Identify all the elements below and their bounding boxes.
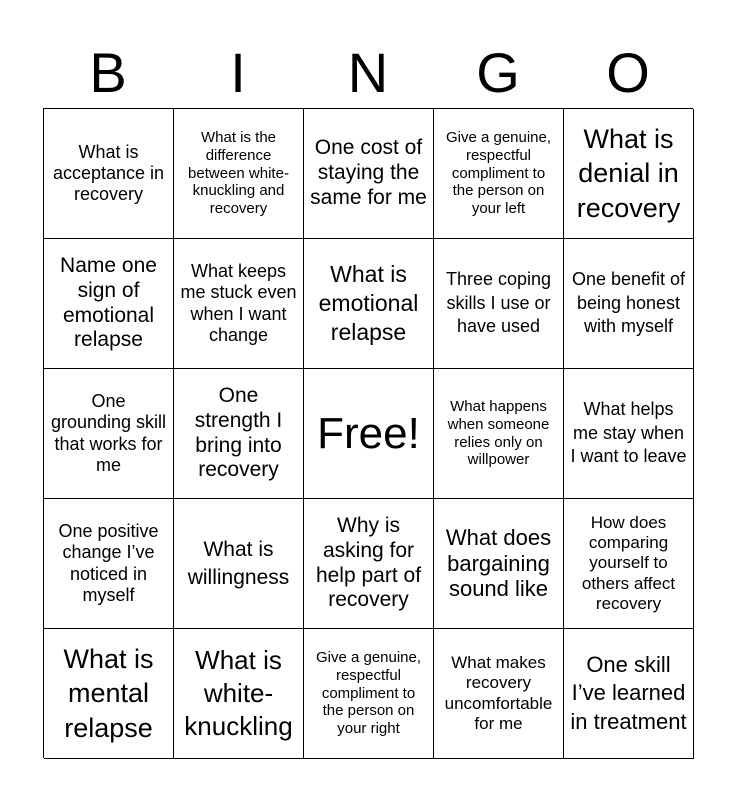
bingo-cell[interactable]: What is emotional relapse: [304, 239, 434, 369]
bingo-cell[interactable]: How does comparing yourself to others affect recovery: [564, 499, 694, 629]
bingo-cell[interactable]: Why is asking for help part of recovery: [304, 499, 434, 629]
bingo-cell[interactable]: Give a genuine, respectful compliment to the person on your right: [304, 629, 434, 759]
header-letter-b: B: [89, 41, 127, 104]
bingo-cell[interactable]: Name one sign of emotional relapse: [44, 239, 174, 369]
bingo-header: [43, 40, 693, 106]
bingo-cell[interactable]: What happens when someone relies only on willpower: [434, 369, 564, 499]
bingo-cell[interactable]: What helps me stay when I want to leave: [564, 369, 694, 499]
bingo-cell[interactable]: One grounding skill that works for me: [44, 369, 174, 499]
bingo-cell[interactable]: What keeps me stuck even when I want change: [174, 239, 304, 369]
bingo-cell[interactable]: What makes recovery uncomfortable for me: [434, 629, 564, 759]
bingo-cell[interactable]: Give a genuine, respectful compliment to the person on your left: [434, 109, 564, 239]
free-space[interactable]: Free!: [304, 369, 434, 499]
bingo-cell[interactable]: One benefit of being honest with myself: [564, 239, 694, 369]
header-letter-o: O: [606, 41, 650, 104]
bingo-cell[interactable]: One skill I’ve learned in treatment: [564, 629, 694, 759]
header-letter-n: N: [347, 41, 389, 104]
bingo-grid: [43, 108, 693, 758]
bingo-cell[interactable]: Three coping skills I use or have used: [434, 239, 564, 369]
header-letter-g: G: [476, 41, 520, 104]
bingo-cell[interactable]: What does bargaining sound like: [434, 499, 564, 629]
bingo-cell[interactable]: One cost of staying the same for me: [304, 109, 434, 239]
bingo-cell[interactable]: What is white-knuckling: [174, 629, 304, 759]
bingo-cell[interactable]: What is mental relapse: [44, 629, 174, 759]
bingo-cell[interactable]: What is the difference between white-knuckling and recovery: [174, 109, 304, 239]
bingo-cell[interactable]: What is denial in recovery: [564, 109, 694, 239]
bingo-cell[interactable]: What is willingness: [174, 499, 304, 629]
bingo-cell[interactable]: One positive change I’ve noticed in myself: [44, 499, 174, 629]
bingo-cell[interactable]: One strength I bring into recovery: [174, 369, 304, 499]
bingo-cell[interactable]: What is acceptance in recovery: [44, 109, 174, 239]
header-letter-i: I: [230, 41, 246, 104]
